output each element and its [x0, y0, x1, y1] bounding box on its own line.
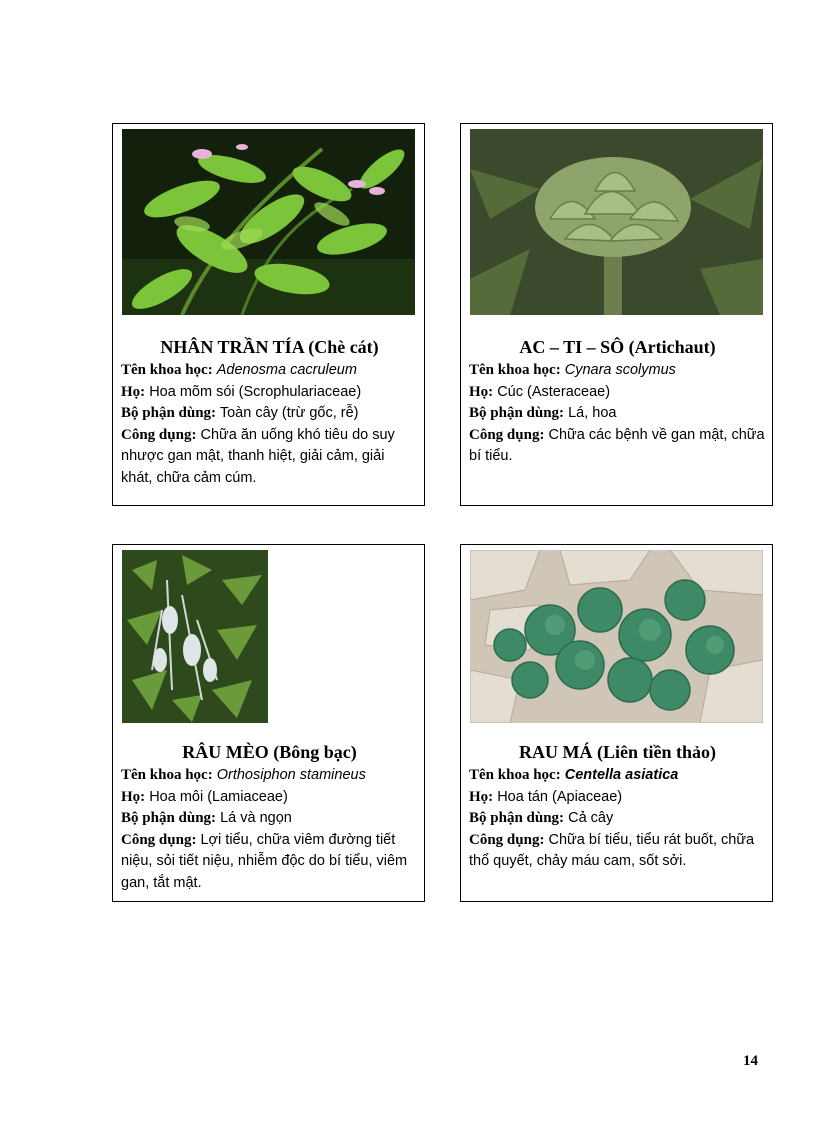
plant-card-ac-ti-so — [460, 123, 773, 506]
uses-label: Công dụng: — [469, 831, 545, 848]
scientific-name-row — [469, 765, 766, 787]
family-label: Họ: — [121, 788, 146, 805]
scientific-name: Adenosma cacruleum — [216, 362, 357, 378]
plant-name: NHÂN TRẦN TÍA (Chè cát) — [160, 337, 379, 357]
uses-row — [469, 425, 766, 468]
part-used-value: Lá, hoa — [568, 405, 617, 421]
leafy-plant-photo — [122, 129, 415, 315]
scientific-name: Cynara scolymus — [564, 362, 676, 378]
family-row — [121, 787, 418, 809]
uses-row — [121, 425, 418, 490]
family-value: Cúc (Asteraceae) — [497, 383, 611, 400]
part-used-label: Bộ phận dùng: — [469, 405, 565, 421]
scientific-name: Orthosiphon stamineus — [216, 767, 366, 783]
family-value: Hoa môi (Lamiaceae) — [149, 788, 288, 805]
part-used-value: Toàn cây (trừ gốc, rễ) — [219, 405, 359, 421]
uses-value: Chữa bí tiểu, tiểu rát buốt, chữa thổ quyết, chảy máu cam, sốt sởi. — [469, 831, 755, 869]
uses-label: Công dụng: — [121, 831, 197, 848]
plant-card-rau-ma — [460, 544, 773, 902]
part-used-row — [469, 403, 766, 425]
family-label: Họ: — [469, 788, 494, 805]
plant-name: AC – TI – SÔ (Artichaut) — [519, 337, 716, 357]
scientific-name-row — [121, 765, 418, 787]
uses-value: Lợi tiểu, chữa viêm đường tiết niệu, sỏi tiết niệu, nhiễm độc do bí tiểu, viêm gan, tắt mật. — [121, 831, 408, 891]
part-used-row — [469, 808, 766, 830]
part-used-label: Bộ phận dùng: — [121, 810, 217, 826]
scientific-name-row — [121, 360, 418, 382]
family-row — [469, 787, 766, 809]
cat-whiskers-plant-photo — [122, 550, 268, 723]
uses-label: Công dụng: — [121, 426, 197, 443]
family-row — [121, 382, 418, 404]
part-used-row — [121, 808, 418, 830]
plant-card-nhan-tran-tia — [112, 123, 425, 506]
uses-value: Chữa ăn uống khó tiêu do suy nhược gan mật, thanh hiệt, giải cảm, giải khát, chữa cảm cúm. — [121, 426, 395, 486]
pennywort-photo — [470, 550, 763, 723]
part-used-value: Lá và ngọn — [220, 810, 292, 826]
scientific-label: Tên khoa học: — [121, 362, 213, 378]
scientific-label: Tên khoa học: — [469, 767, 561, 783]
scientific-label: Tên khoa học: — [469, 362, 561, 378]
page-number: 14 — [743, 1053, 758, 1069]
plant-card-rau-meo — [112, 544, 425, 902]
family-value: Hoa mõm sói (Scrophulariaceae) — [149, 383, 362, 400]
part-used-value: Cả cây — [568, 810, 614, 826]
part-used-label: Bộ phận dùng: — [121, 405, 217, 421]
scientific-name: Centella asiatica — [564, 767, 679, 783]
uses-row — [469, 830, 766, 873]
uses-label: Công dụng: — [469, 426, 545, 443]
part-used-row — [121, 403, 418, 425]
family-label: Họ: — [469, 383, 494, 400]
family-label: Họ: — [121, 383, 146, 400]
uses-row — [121, 830, 418, 895]
family-row — [469, 382, 766, 404]
uses-value: Chữa các bệnh về gan mật, chữa bí tiểu. — [469, 426, 765, 464]
plant-name: RAU MÁ (Liên tiền thảo) — [519, 742, 716, 762]
scientific-label: Tên khoa học: — [121, 767, 213, 783]
family-value: Hoa tán (Apiaceae) — [497, 788, 623, 805]
plant-name: RÂU MÈO (Bông bạc) — [182, 742, 357, 762]
part-used-label: Bộ phận dùng: — [469, 810, 565, 826]
artichoke-photo — [470, 129, 763, 315]
scientific-name-row — [469, 360, 766, 382]
